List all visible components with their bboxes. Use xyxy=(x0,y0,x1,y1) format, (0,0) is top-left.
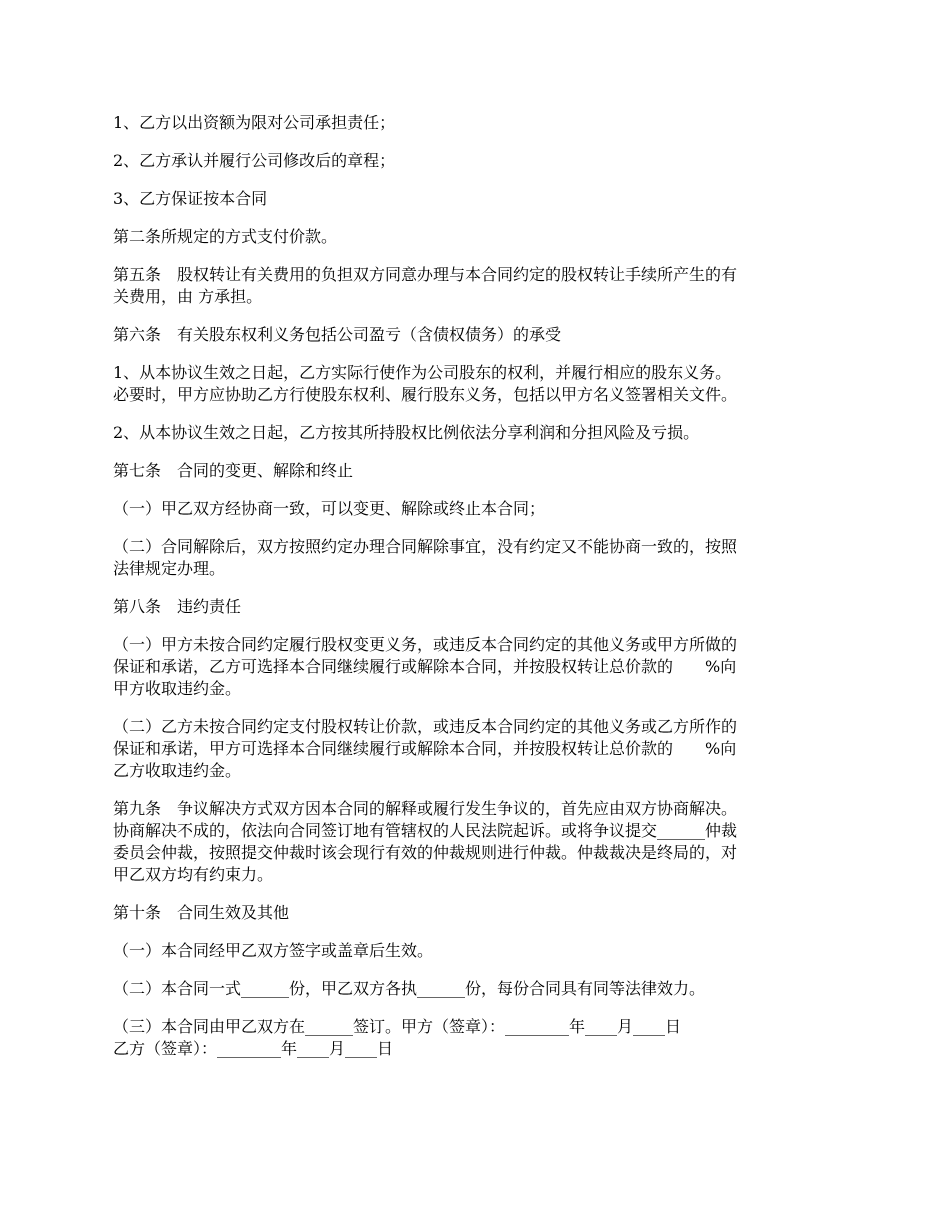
paragraph-line: 第二条所规定的方式支付价款。 xyxy=(113,227,338,246)
paragraph xyxy=(113,226,840,248)
paragraph xyxy=(113,324,840,346)
paragraph xyxy=(113,716,840,782)
paragraph xyxy=(113,112,840,134)
paragraph-line: （二）本合同一式______份，甲乙双方各执______份，每份合同具有同等法律效力。 xyxy=(113,979,706,998)
paragraph xyxy=(113,362,840,406)
paragraph-line: （一）甲乙双方经协商一致，可以变更、解除或终止本合同； xyxy=(113,499,546,518)
paragraph xyxy=(113,422,840,444)
paragraph-line: 协商解决不成的，依法向合同签订地有管辖权的人民法院起诉。或将争议提交______仲裁 xyxy=(113,821,738,840)
paragraph-line: 第六条 有关股东权利义务包括公司盈亏（含债权债务）的承受 xyxy=(113,325,562,344)
paragraph-line: （二）合同解除后，双方按照约定办理合同解除事宜，没有约定又不能协商一致的，按照 xyxy=(113,537,738,556)
paragraph xyxy=(113,460,840,482)
paragraph-line: （三）本合同由甲乙双方在______签订。甲方（签章）：________年____月____日 xyxy=(113,1017,682,1036)
paragraph-line: （一）甲方未按合同约定履行股权变更义务，或违反本合同约定的其他义务或甲方所做的 xyxy=(113,635,738,654)
paragraph-line: （一）本合同经甲乙双方签字或盖章后生效。 xyxy=(113,941,434,960)
paragraph xyxy=(113,150,840,172)
paragraph-line: 第五条 股权转让有关费用的负担双方同意办理与本合同约定的股权转让手续所产生的有 xyxy=(113,265,738,284)
paragraph-line: 2、乙方承认并履行公司修改后的章程； xyxy=(113,151,396,170)
paragraph-line: 保证和承诺，甲方可选择本合同继续履行或解除本合同，并按股权转让总价款的 %向 xyxy=(113,739,737,758)
paragraph-line: 第八条 违约责任 xyxy=(113,597,242,616)
paragraph xyxy=(113,264,840,308)
paragraph-line: 乙方收取违约金。 xyxy=(113,761,242,780)
paragraph xyxy=(113,902,840,924)
paragraph xyxy=(113,536,840,580)
paragraph-line: 第九条 争议解决方式双方因本合同的解释或履行发生争议的，首先应由双方协商解决。 xyxy=(113,799,738,818)
paragraph-line: 2、从本协议生效之日起，乙方按其所持股权比例依法分享利润和分担风险及亏损。 xyxy=(113,423,700,442)
paragraph xyxy=(113,798,840,886)
paragraph-line: 甲乙双方均有约束力。 xyxy=(113,865,274,884)
paragraph xyxy=(113,1016,840,1060)
paragraph-line: 委员会仲裁，按照提交仲裁时该会现行有效的仲裁规则进行仲裁。仲裁裁决是终局的，对 xyxy=(113,843,738,862)
paragraph-line: （二）乙方未按合同约定支付股权转让价款，或违反本合同约定的其他义务或乙方所作的 xyxy=(113,717,738,736)
paragraph xyxy=(113,188,840,210)
paragraph-line: 保证和承诺，乙方可选择本合同继续履行或解除本合同，并按股权转让总价款的 %向 xyxy=(113,657,737,676)
paragraph-line: 第七条 合同的变更、解除和终止 xyxy=(113,461,354,480)
paragraph xyxy=(113,940,840,962)
paragraph-line: 第十条 合同生效及其他 xyxy=(113,903,290,922)
paragraph xyxy=(113,498,840,520)
paragraph-line: 乙方（签章）：________年____月____日 xyxy=(113,1039,394,1058)
paragraph-line: 必要时，甲方应协助乙方行使股东权利、履行股东义务，包括以甲方名义签署相关文件。 xyxy=(113,385,738,404)
document-body xyxy=(113,112,840,1076)
paragraph-line: 关费用，由 方承担。 xyxy=(113,287,263,306)
paragraph xyxy=(113,596,840,618)
paragraph-line: 1、乙方以出资额为限对公司承担责任； xyxy=(113,113,396,132)
paragraph-line: 法律规定办理。 xyxy=(113,559,226,578)
paragraph xyxy=(113,634,840,700)
paragraph-line: 3、乙方保证按本合同 xyxy=(113,189,268,208)
paragraph-line: 1、从本协议生效之日起，乙方实际行使作为公司股东的权利，并履行相应的股东义务。 xyxy=(113,363,732,382)
paragraph-line: 甲方收取违约金。 xyxy=(113,679,242,698)
paragraph xyxy=(113,978,840,1000)
